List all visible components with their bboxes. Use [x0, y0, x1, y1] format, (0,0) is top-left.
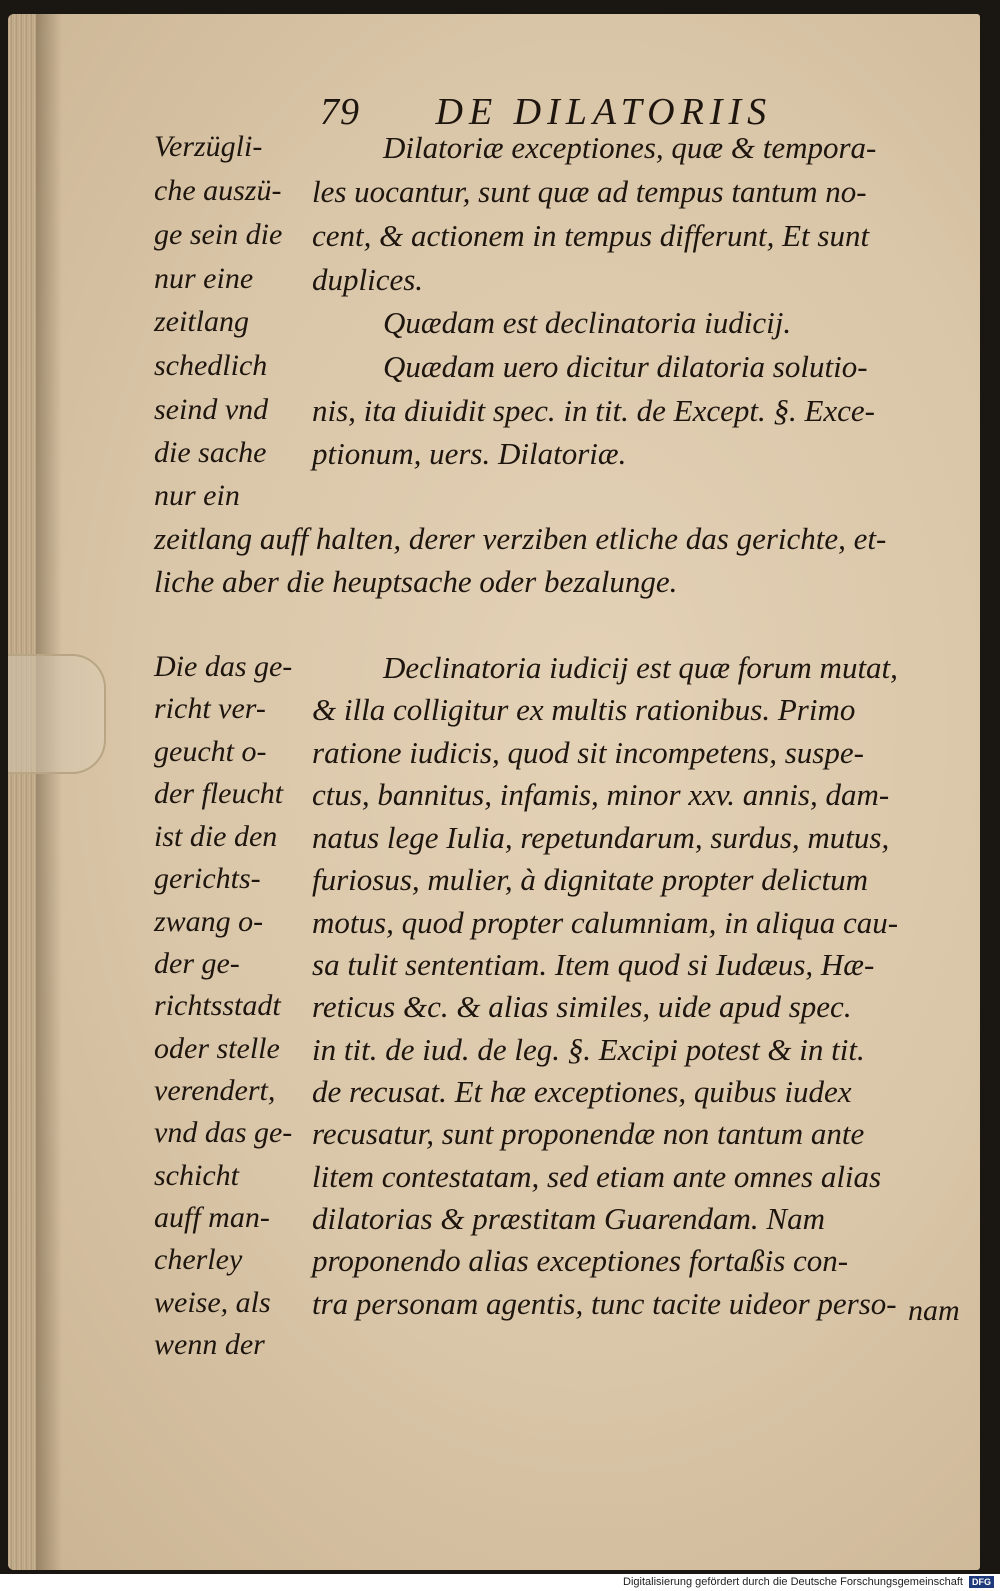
gutter-line: nur ein: [154, 479, 240, 512]
main-text-line: reticus &c. & alias similes, uide apud spec.: [312, 989, 852, 1024]
gutter-line: zwang o-: [154, 905, 264, 938]
main-text-line: in tit. de iud. de leg. §. Excipi potest & in tit.: [312, 1032, 865, 1067]
main-text-line: litem contestatam, sed etiam ante omnes alias: [312, 1159, 882, 1194]
main-text-line: proponendo alias exceptiones fortaßis con-: [312, 1243, 849, 1278]
binding-shadow: [36, 14, 62, 1570]
main-text-line: cent, & actionem in tempus differunt, Et sunt: [312, 218, 870, 253]
main-text-line: ratione iudicis, quod sit incompetens, suspe-: [312, 735, 864, 770]
main-text-line: motus, quod propter calumniam, in aliqua cau-: [312, 905, 899, 940]
running-title: DE DILATORIIS: [435, 91, 773, 133]
digitization-footer: [0, 1574, 1000, 1591]
dfg-logo: DFG: [969, 1576, 994, 1588]
main-text-line: Quædam est declinatoria iudicij.: [383, 305, 792, 340]
main-text-line: duplices.: [312, 262, 424, 297]
catchword: nam: [908, 1294, 960, 1327]
book-clasp: [8, 654, 106, 774]
gutter-line: der fleucht: [154, 777, 284, 810]
gutter-line: nur eine: [154, 262, 254, 295]
running-header: [320, 90, 772, 134]
gutter-line: schicht: [154, 1159, 239, 1192]
main-text-line: dilatorias & præstitam Guarendam. Nam: [312, 1201, 825, 1236]
main-text-line: tra personam agentis, tunc tacite uideor perso-: [312, 1286, 897, 1321]
gutter-line: die sache: [154, 436, 267, 469]
footer-credit: Digitalisierung gefördert durch die Deutsche Forschungsgemeinschaft: [623, 1576, 963, 1588]
main-text-line: ptionum, uers. Dilatoriæ.: [312, 436, 627, 471]
main-text-line: ctus, bannitus, infamis, minor xxv. annis, dam-: [312, 777, 890, 812]
main-text-line: Dilatoriæ exceptiones, quæ & tempora-: [383, 130, 877, 165]
gutter-line: der ge-: [154, 947, 240, 980]
gutter-line: Die das ge-: [154, 650, 293, 683]
gutter-line: weise, als: [154, 1286, 271, 1319]
full-width-line: zeitlang auff halten, derer verziben etliche das gerichte, et-: [154, 521, 887, 556]
gutter-line: richt ver-: [154, 692, 266, 725]
gutter-line: verendert,: [154, 1074, 276, 1107]
gutter-line: richtsstadt: [154, 989, 281, 1022]
gutter-line: schedlich: [154, 349, 268, 382]
gutter-line: seind vnd: [154, 393, 269, 426]
main-text-line: sa tulit sententiam. Item quod si Iudæus, Hæ-: [312, 947, 875, 982]
main-text-line: Quædam uero dicitur dilatoria solutio-: [383, 349, 868, 384]
gutter-line: vnd das ge-: [154, 1116, 293, 1149]
main-text-line: les uocantur, sunt quæ ad tempus tantum no-: [312, 174, 867, 209]
gutter-line: gerichts-: [154, 862, 261, 895]
main-text-line: nis, ita diuidit spec. in tit. de Except. §. Exce-: [312, 393, 876, 428]
gutter-line: geucht o-: [154, 735, 267, 768]
gutter-line: ge sein die: [154, 218, 283, 251]
gutter-line: ist die den: [154, 820, 278, 853]
main-text-line: de recusat. Et hæ exceptiones, quibus iudex: [312, 1074, 852, 1109]
gutter-line: oder stelle: [154, 1032, 280, 1065]
page-number: 79: [320, 91, 360, 133]
page-edges: [8, 14, 36, 1570]
gutter-line: cherley: [154, 1243, 243, 1276]
gutter-line: che auszü-: [154, 174, 282, 207]
main-text-line: recusatur, sunt proponendæ non tantum ante: [312, 1116, 865, 1151]
main-text-line: furiosus, mulier, à dignitate propter delictum: [312, 862, 868, 897]
gutter-line: Verzügli-: [154, 130, 263, 163]
gutter-line: zeitlang: [154, 305, 249, 338]
main-text-line: & illa colligitur ex multis rationibus. Primo: [312, 692, 856, 727]
book-page: [8, 14, 980, 1570]
main-text-line: natus lege Iulia, repetundarum, surdus, mutus,: [312, 820, 890, 855]
gutter-line: wenn der: [154, 1328, 265, 1361]
full-width-line: liche aber die heuptsache oder bezalunge.: [154, 564, 678, 599]
main-text-line: Declinatoria iudicij est quæ forum mutat,: [383, 650, 898, 685]
gutter-line: auff man-: [154, 1201, 270, 1234]
